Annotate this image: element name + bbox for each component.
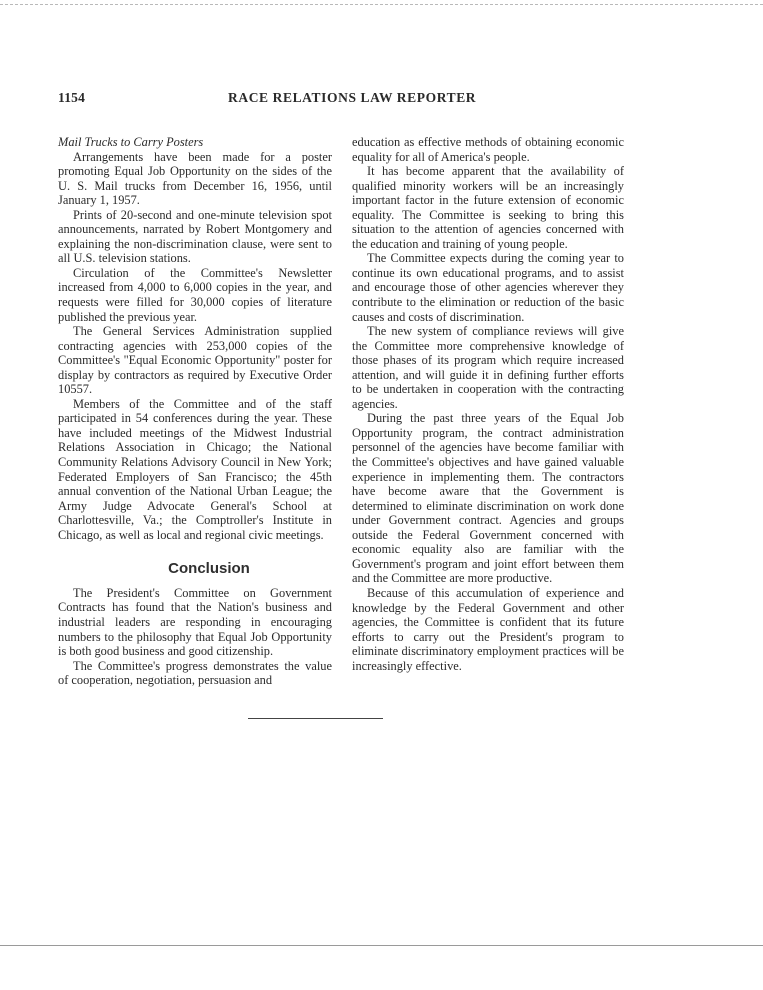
top-scan-rule [0,4,763,5]
paragraph: The Committee's progress demonstrates the value of cooperation, negotiation, persuasion and [58,658,332,688]
paragraph: Because of this accumulation of experience and knowledge by the Federal Government and other agencies, the Committee is confident that its future efforts to carry out the President's program to eliminate discriminatory employment practices will be increasingly effective. [352,585,624,673]
paragraph: During the past three years of the Equal Job Opportunity program, the contract administration personnel of the agencies have become familiar with the Committee's objectives and have gained valuable experience in implementing them. The contractors have become aware that the Government is determined to eliminate discrimination on work done under Government contract. Agencies and groups outside the Federal Government concerned with economic equality also are familiar with the Government's program and joint effort between them and the Committee are more productive. [352,411,624,586]
paragraph: Arrangements have been made for a poster promoting Equal Job Opportunity on the sides of the U. S. Mail trucks from December 16, 1956, until January 1, 1957. [58,149,332,208]
end-rule [248,718,383,719]
paragraph: It has become apparent that the availability of qualified minority workers will be an increasingly important factor in the future extension of economic equality. The Committee is seeking to bring this situation to the attention of agencies concerned with the education and training of young people. [352,164,624,251]
bottom-scan-rule [0,945,763,946]
paragraph: The new system of compliance reviews will give the Committee more comprehensive knowledge of those phases of its program which require increased attention, and will guide it in defining further efforts to be undertaken in cooperation with the contracting agencies. [352,324,624,411]
page-number: 1154 [58,90,86,105]
paragraph: Prints of 20-second and one-minute television spot announcements, narrated by Robert Montgomery and explaining the non-discrimination clause, were sent to all U.S. television stations. [58,207,332,266]
paragraph: Circulation of the Committee's Newsletter increased from 4,000 to 6,000 copies in the year, and requests were filled for 30,000 copies of literature published the previous year. [58,265,332,324]
paragraph: The President's Committee on Government Contracts has found that the Nation's business and industrial leaders are responding in encouraging numbers to the philosophy that Equal Job Opportunity is both good business and good citizenship. [58,585,332,659]
paragraph: Members of the Committee and of the staff participated in 54 conferences during the year. These have included meetings of the Midwest Industrial Relations Association in Chicago; the National Community Relations Advisory Council in New York; Federated Employers of San Francisco; the 45th annual convention of the National Urban League; the Army Judge Advocate General's School at Charlottesville, Va.; the Comptroller's Institute in Chicago, as well as local and regional civic meetings. [58,396,332,542]
running-head: RACE RELATIONS LAW REPORTER [228,90,477,105]
conclusion-heading: Conclusion [168,560,250,578]
paragraph-continued: education as effective methods of obtaining economic equality for all of America's people. [352,135,624,164]
paragraph: The General Services Administration supplied contracting agencies with 253,000 copies of the Committee's "Equal Economic Opportunity" poster for display by contractors as required by Executive Order 10557. [58,324,332,397]
right-column [352,135,624,673]
section-title: Mail Trucks to Carry Posters [58,135,204,149]
left-column [58,135,332,688]
paragraph: The Committee expects during the coming year to continue its own educational programs, and to assist and encourage those of other agencies wherever they contribute to the elimination or reduction of the basic causes and costs of discrimination. [352,251,624,324]
